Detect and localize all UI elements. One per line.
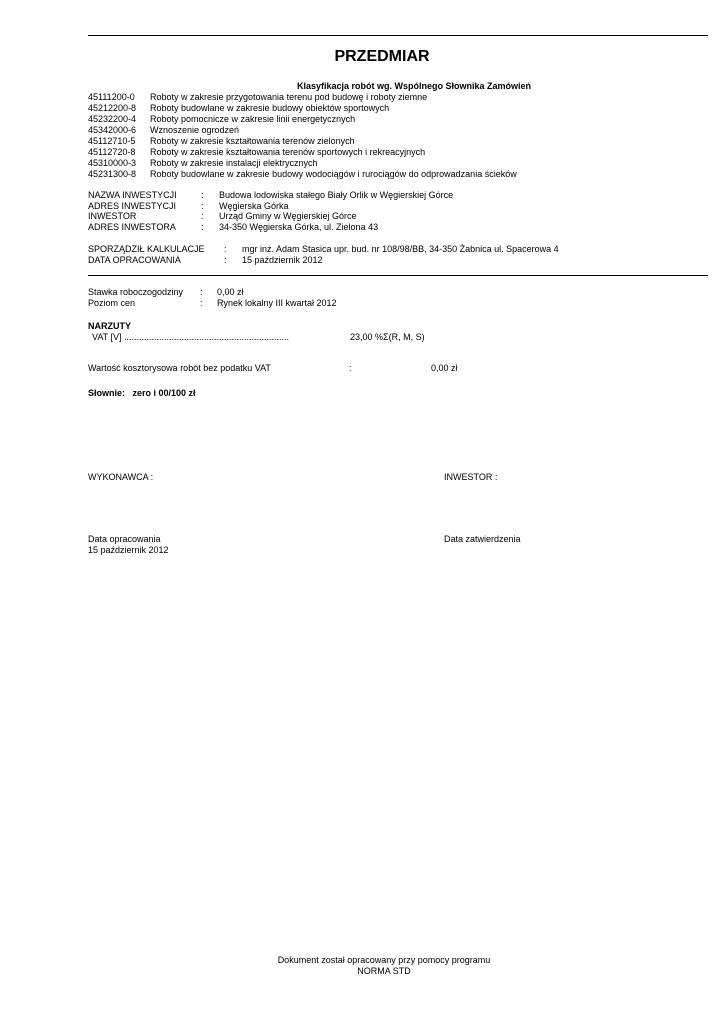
field-separator: : (201, 211, 204, 222)
field-value: mgr inż. Adam Stasica upr. bud. nr 108/98/BB, 34-350 Żabnica ul. Spacerowa 4 (242, 244, 559, 254)
field-label: NAZWA INWESTYCJI (88, 190, 177, 200)
vat-label: VAT [V] .................................................................. (92, 332, 290, 342)
field-value: 0,00 zł (217, 287, 244, 297)
cpv-code: 45310000-3 (88, 158, 137, 168)
total-label: Wartość kosztorysowa robót bez podatku VAT (88, 363, 271, 373)
footer-line-1: Dokument został opracowany przy pomocy programu (277, 955, 491, 965)
cpv-description: Roboty w zakresie kształtowania terenów sportowych i rekreacyjnych (150, 147, 426, 157)
field-separator: : (201, 190, 204, 200)
contractor-signature-label: WYKONAWCA : (88, 472, 154, 482)
document-title: PRZEDMIAR (334, 48, 430, 65)
field-value: Budowa lodowiska stałego Biały Orlik w Węgierskiej Górce (219, 190, 454, 200)
prep-date-value: 15 październik 2012 (88, 545, 169, 555)
field-value: 15 październik 2012 (242, 254, 323, 265)
cpv-description: Roboty w zakresie instalacji elektrycznych (150, 158, 318, 168)
approval-date-label: Data zatwierdzenia (444, 534, 521, 544)
cpv-code: 45112720-8 (88, 147, 136, 157)
field-value: 34-350 Węgierska Górka, ul. Zielona 43 (219, 222, 379, 233)
field-separator: : (201, 222, 204, 233)
cpv-description: Wznoszenie ogrodzeń (150, 125, 240, 135)
cpv-description: Roboty pomocnicze w zakresie linii energetycznych (150, 114, 356, 124)
top-rule (88, 35, 708, 36)
field-value: Urząd Gminy w Węgierskiej Górce (219, 211, 357, 222)
cpv-code: 45112710-5 (88, 136, 136, 146)
cpv-code: 45231300-8 (88, 169, 137, 179)
field-label: INWESTOR (88, 211, 137, 222)
prep-date-label: Data opracowania (88, 534, 161, 544)
field-value: Rynek lokalny III kwartał 2012 (217, 297, 337, 308)
cpv-code: 45342000-6 (88, 125, 137, 135)
cpv-description: Roboty w zakresie kształtowania terenów zielonych (150, 136, 355, 146)
investor-signature-label: INWESTOR : (444, 472, 498, 482)
cpv-code: 45111200-0 (88, 92, 135, 102)
footer-line-2: NORMA STD (357, 966, 411, 976)
amount-in-words: Słownie: zero i 00/100 zł (88, 388, 196, 398)
total-value: 0,00 zł (431, 363, 458, 373)
cpv-description: Roboty w zakresie przygotowania terenu pod budowę i roboty ziemne (150, 92, 428, 102)
field-separator: : (201, 200, 204, 211)
field-label: ADRES INWESTYCJI (88, 200, 177, 211)
cpv-description: Roboty budowlane w zakresie budowy wodociągów i rurociągów do odprowadzania ścieków (150, 169, 517, 179)
field-separator: : (224, 254, 227, 265)
field-separator: : (224, 244, 227, 254)
field-separator: : (200, 287, 203, 297)
field-label: DATA OPRACOWANIA (88, 254, 181, 265)
field-label: ADRES INWESTORA (88, 222, 176, 233)
vat-value: 23,00 %Σ(R, M, S) (350, 332, 425, 342)
cpv-code: 45232200-4 (88, 114, 137, 124)
section-rule (88, 275, 708, 276)
field-label: Poziom cen (88, 297, 136, 308)
field-label: Stawka roboczogodziny (88, 287, 184, 297)
field-separator: : (200, 297, 203, 308)
field-value: Węgierska Górka (219, 200, 289, 211)
classification-heading: Klasyfikacja robót wg. Wspólnego Słownika Zamówień (296, 81, 532, 91)
cpv-code: 45212200-8 (88, 103, 137, 113)
field-label: SPORZĄDZIŁ KALKULACJE (88, 244, 205, 254)
narzuty-heading: NARZUTY (88, 321, 131, 331)
cpv-description: Roboty budowlane w zakresie budowy obiektów sportowych (150, 103, 390, 113)
total-sep: : (349, 363, 352, 373)
